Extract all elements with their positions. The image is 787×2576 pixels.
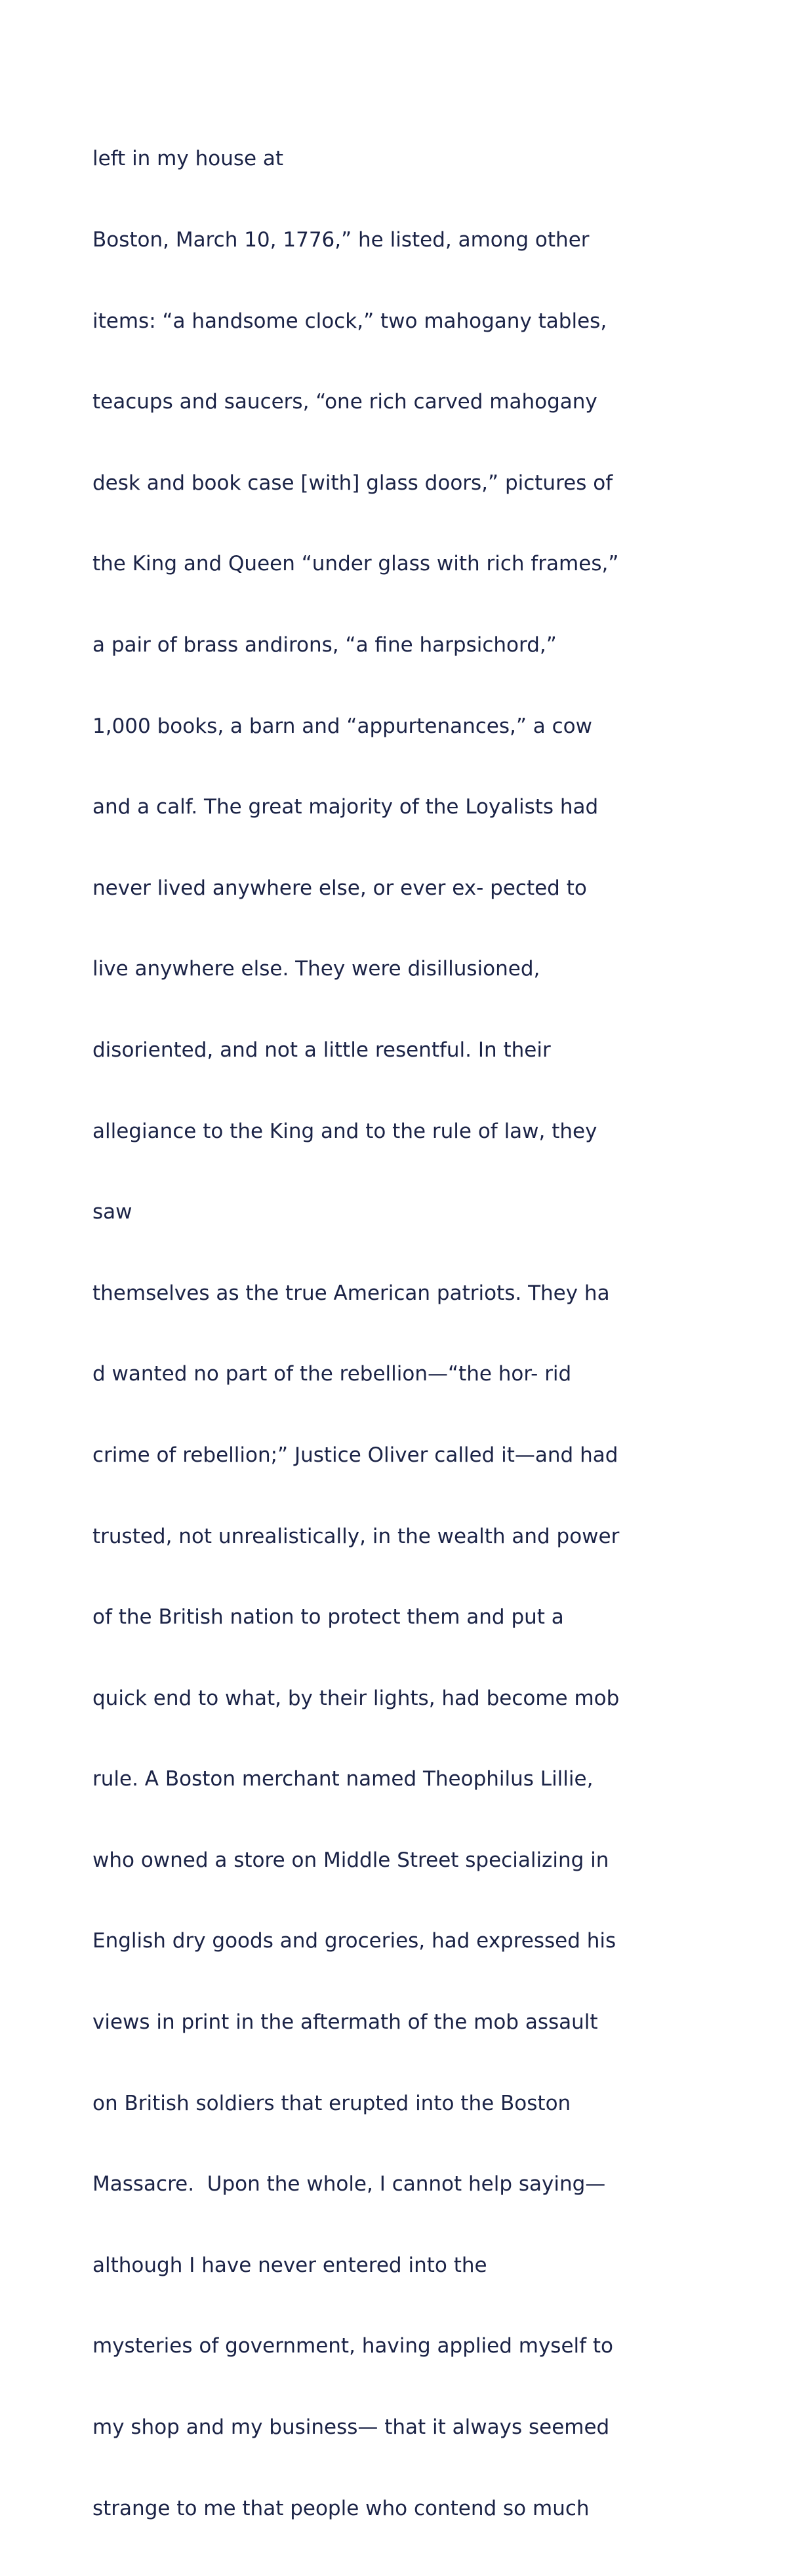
text-line: disoriented, and not a little resentful. In their [92, 1038, 551, 1062]
text-line: on British soldiers that erupted into the Boston [92, 2091, 571, 2115]
text-line: never lived anywhere else, or ever ex- pected to [92, 876, 587, 900]
text-line: mysteries of government, having applied myself to [92, 2334, 614, 2358]
text-line: crime of rebellion;” Justice Oliver called it—and had [92, 1443, 618, 1467]
text-line: Massacre. Upon the whole, I cannot help saying— [92, 2172, 606, 2196]
text-line: Boston, March 10, 1776,” he listed, among other [92, 228, 590, 252]
text-line: items: “a handsome clock,” two mahogany tables, [92, 309, 607, 333]
text-line: teacups and saucers, “one rich carved mahogany [92, 390, 597, 414]
text-line: trusted, not unrealistically, in the wealth and power [92, 1524, 620, 1548]
text-line: rule. A Boston merchant named Theophilus Lillie, [92, 1767, 594, 1791]
text-line: themselves as the true American patriots. They ha [92, 1281, 610, 1305]
text-line: strange to me that people who contend so much [92, 2496, 590, 2520]
text-line: desk and book case [with] glass doors,” pictures of [92, 471, 613, 495]
text-line: saw [92, 1200, 132, 1224]
text-line: live anywhere else. They were disillusioned, [92, 957, 540, 981]
text-line: views in print in the aftermath of the mob assault [92, 2010, 598, 2035]
text-line: my shop and my business— that it always seemed [92, 2415, 610, 2440]
body-text [92, 92, 709, 2576]
text-line: 1,000 books, a barn and “appurtenances,” a cow [92, 714, 592, 738]
text-line: although I have never entered into the [92, 2253, 487, 2277]
text-line: left in my house at [92, 147, 284, 171]
text-line: and a calf. The great majority of the Loyalists had [92, 795, 599, 819]
text-line: allegiance to the King and to the rule of law, they [92, 1119, 597, 1143]
text-line: d wanted no part of the rebellion—“the hor- rid [92, 1362, 572, 1386]
text-line: who owned a store on Middle Street specializing in [92, 1848, 609, 1872]
text-line: a pair of brass andirons, “a fine harpsichord,” [92, 633, 557, 657]
text-line: the King and Queen “under glass with rich frames,” [92, 552, 619, 576]
text-line: quick end to what, by their lights, had become mob [92, 1686, 620, 1710]
text-line: English dry goods and groceries, had expressed his [92, 1929, 616, 1953]
text-line: of the British nation to protect them and put a [92, 1605, 564, 1630]
